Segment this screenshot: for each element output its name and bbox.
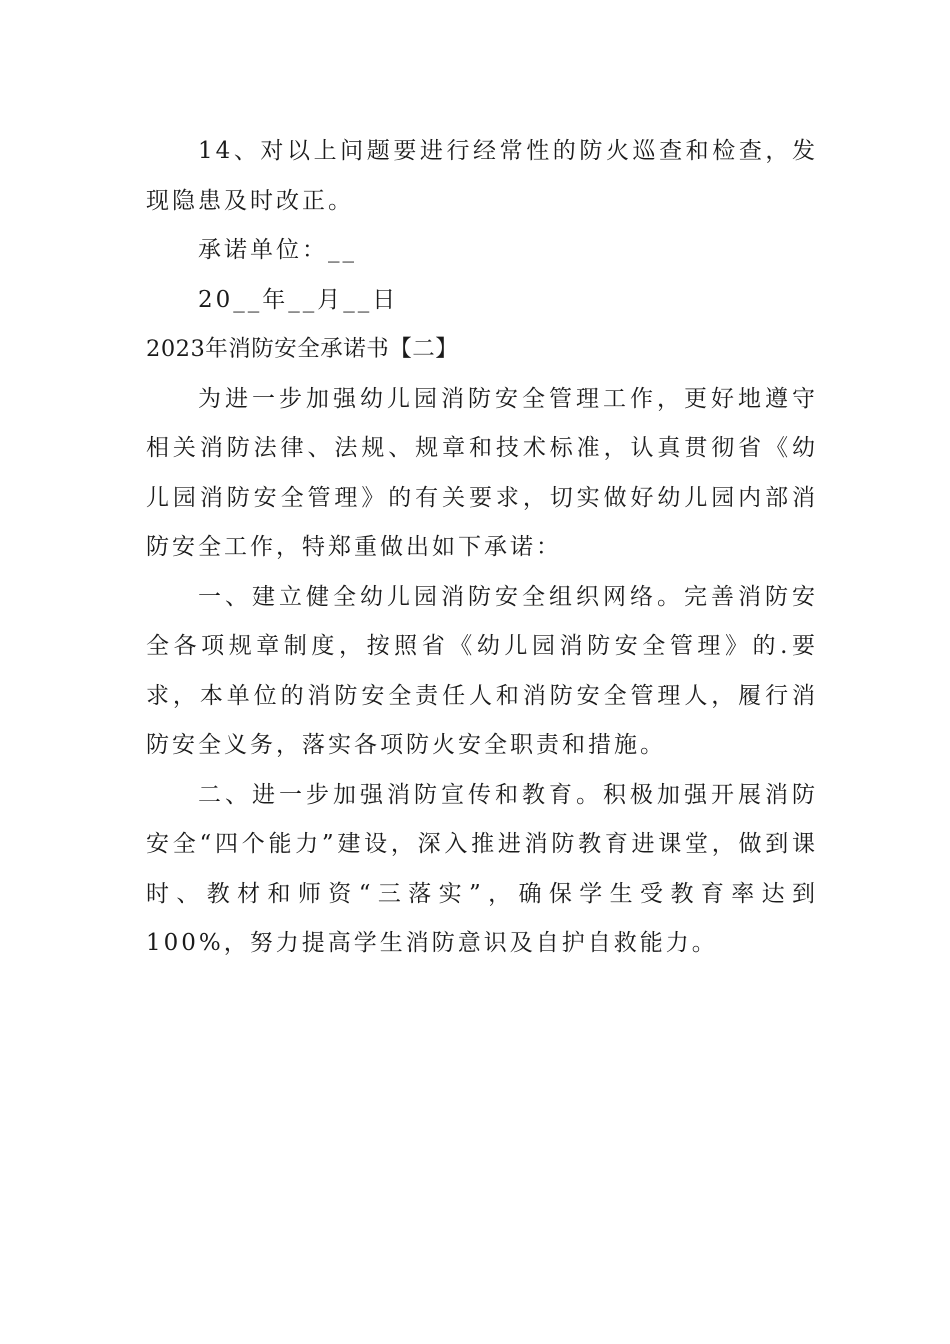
commitment-paragraph-1: 一、建立健全幼儿园消防安全组织网络。完善消防安全各项规章制度，按照省《幼儿园消防安全管理》的.要求，本单位的消防安全责任人和消防安全管理人，履行消防安全义务，落实各项防火安全职责和措施。	[146, 583, 818, 758]
commitment-unit-line: 承诺单位：__	[198, 237, 357, 263]
document-body	[146, 127, 818, 969]
intro-paragraph: 为进一步加强幼儿园消防安全管理工作，更好地遵守相关消防法律、法规、规章和技术标准，认真贯彻省《幼儿园消防安全管理》的有关要求，切实做好幼儿园内部消防安全工作，特郑重做出如下承诺：	[146, 385, 818, 560]
commitment-paragraph-2: 二、进一步加强消防宣传和教育。积极加强开展消防安全“四个能力”建设，深入推进消防教育进课堂，做到课时、教材和师资“三落实”，确保学生受教育率达到100%，努力提高学生消防意识及自护自救能力。	[146, 781, 818, 956]
paragraph-item-14: 14、对以上问题要进行经常性的防火巡查和检查，发现隐患及时改正。	[146, 138, 818, 214]
date-line: 20__年__月__日	[198, 286, 399, 313]
section-title: 2023年消防安全承诺书【二】	[146, 336, 459, 362]
